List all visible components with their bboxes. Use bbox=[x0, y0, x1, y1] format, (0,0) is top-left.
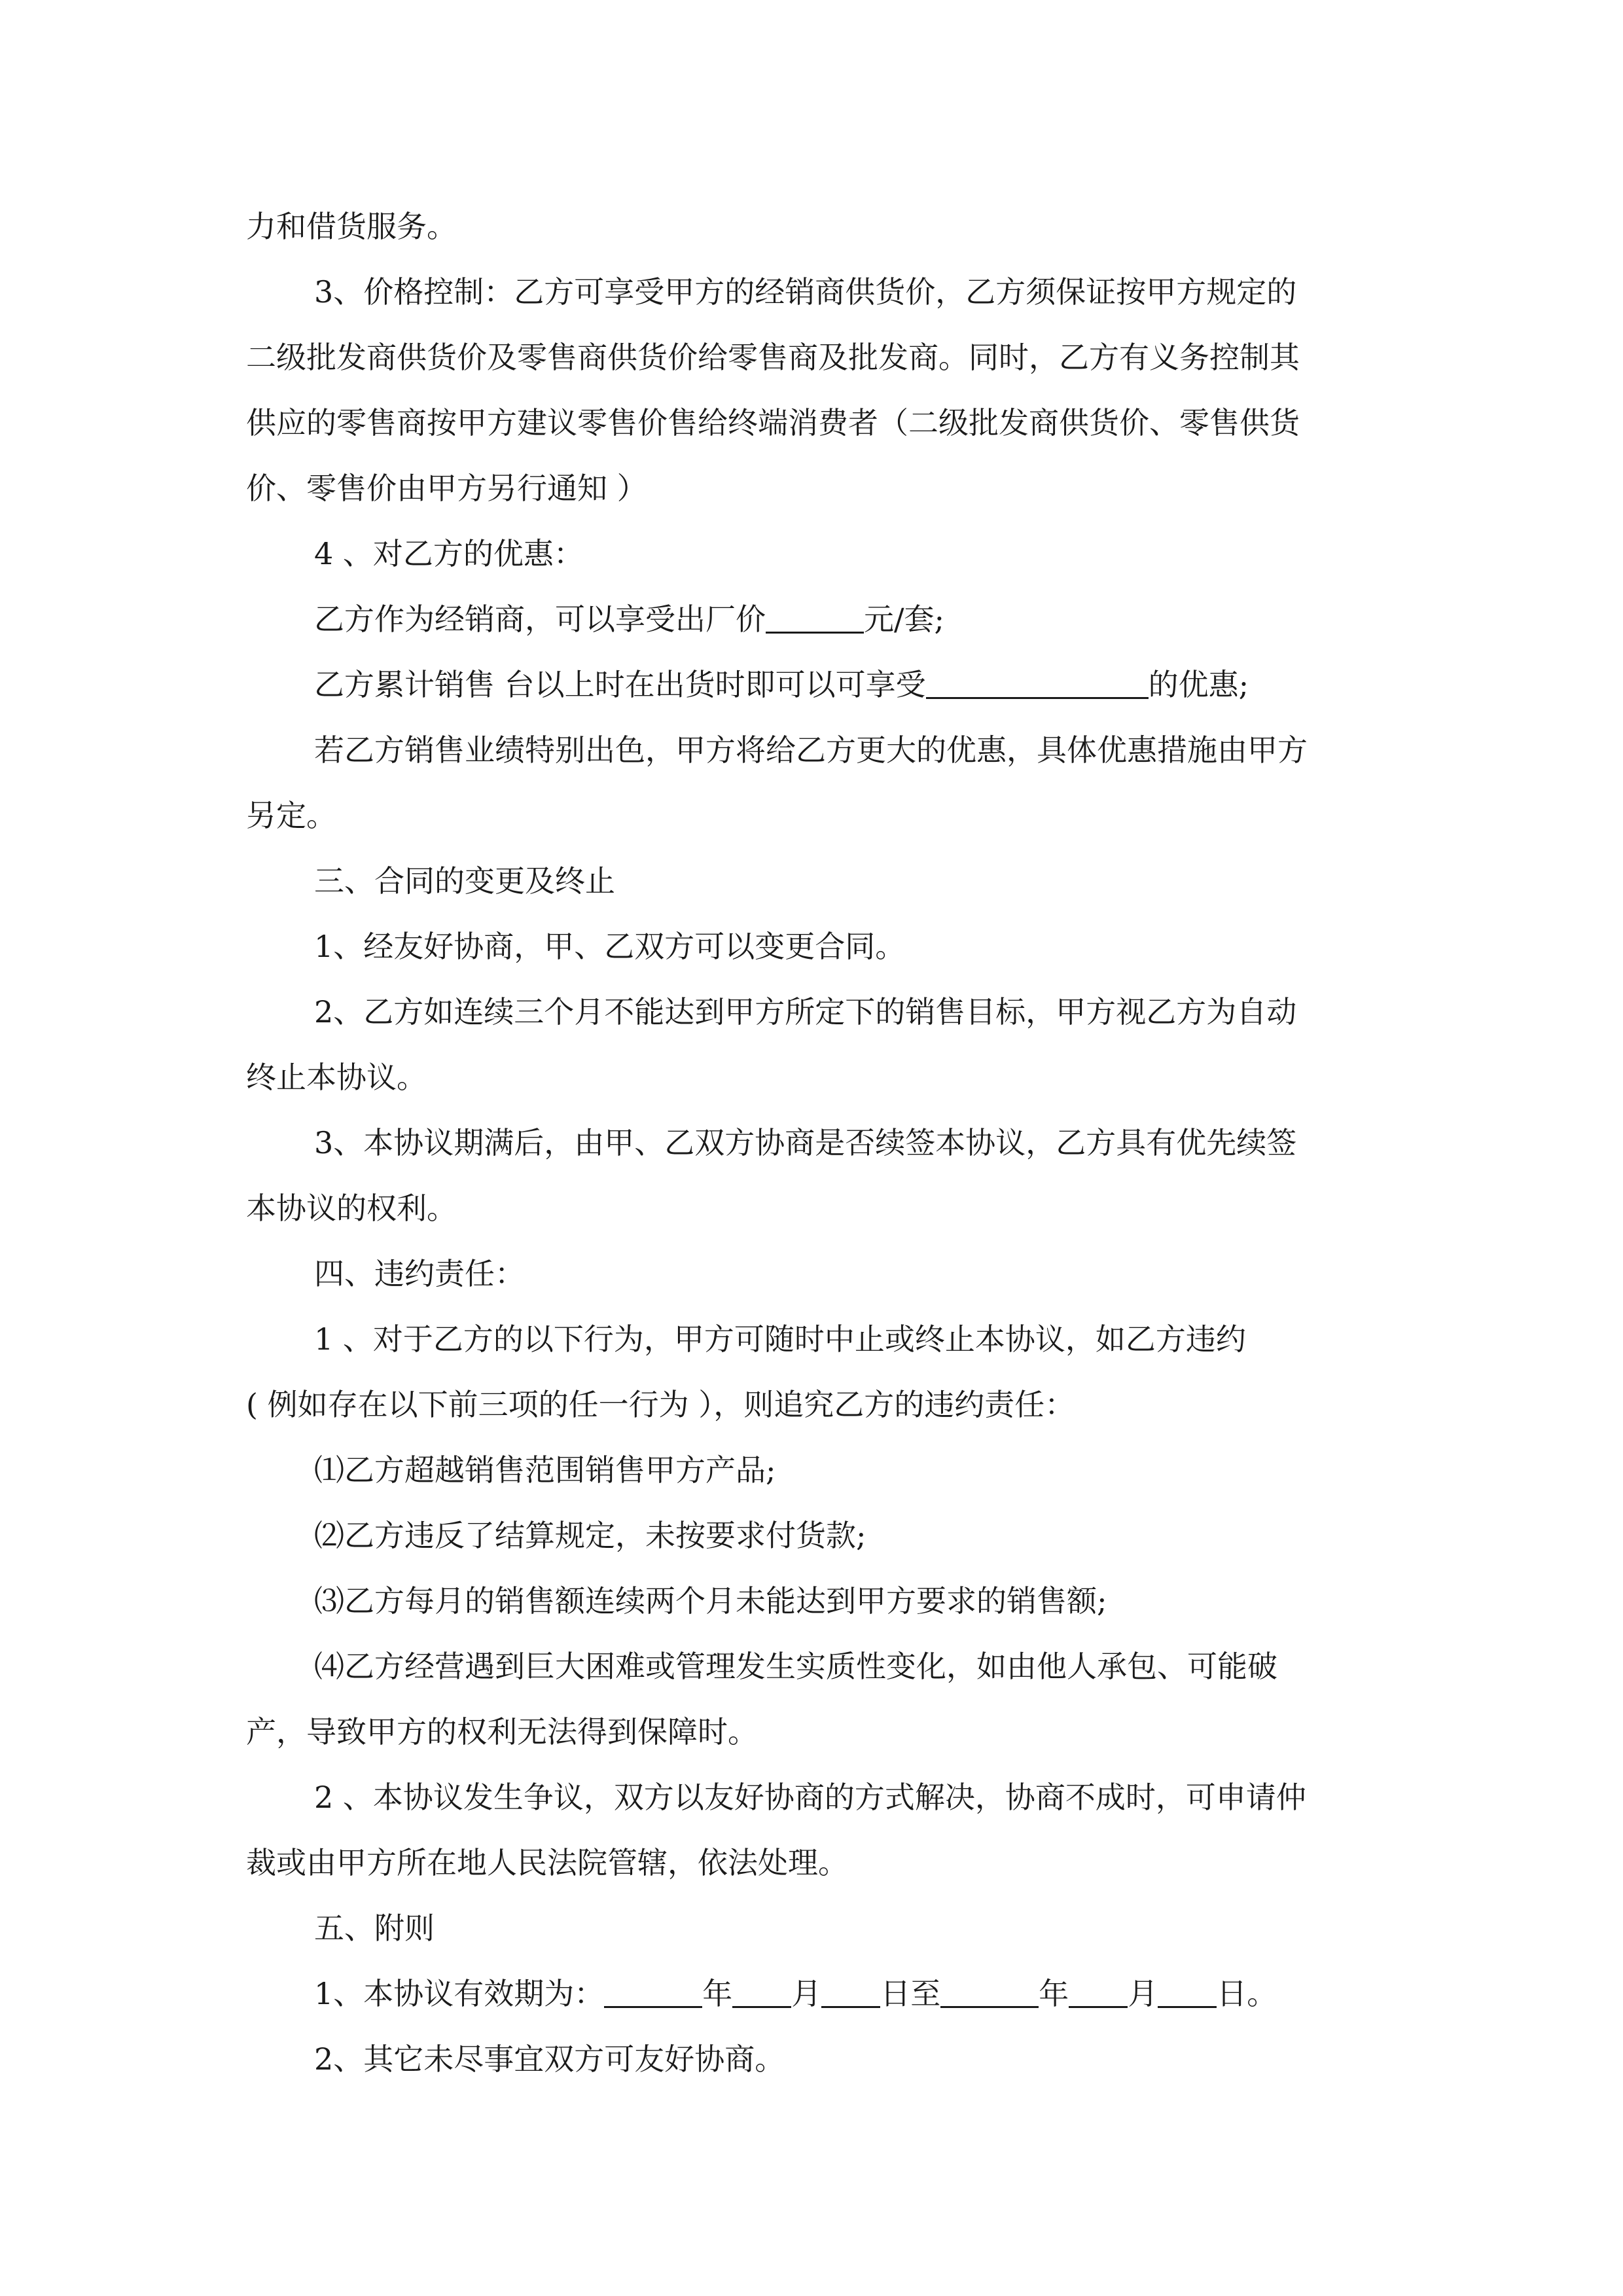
year-blank[interactable] bbox=[940, 1971, 1039, 2008]
month-blank[interactable] bbox=[732, 1971, 791, 2008]
paragraph-line: 2 、本协议发生争议，双方以友好协商的方式解决，协商不成时，可申请仲 bbox=[314, 1780, 1306, 1815]
section-heading: 五、附则 bbox=[314, 1910, 435, 1946]
fill-blank[interactable] bbox=[926, 662, 1149, 699]
paragraph-line: 若乙方销售业绩特别出色，甲方将给乙方更大的优惠，具体优惠措施由甲方 bbox=[314, 732, 1308, 768]
text-segment: 年 bbox=[702, 1976, 733, 2011]
paragraph-line: 产，导致甲方的权利无法得到保障时。 bbox=[246, 1714, 758, 1749]
year-blank[interactable] bbox=[604, 1971, 702, 2008]
paragraph-line: ( 例如存在以下前三项的任一行为 ），则追究乙方的违约责任： bbox=[246, 1387, 1075, 1422]
paragraph-line bbox=[314, 652, 1453, 717]
paragraph-line bbox=[314, 586, 1453, 652]
text-segment: 乙方累计销售 台以上时在出货时即可以可享受 bbox=[314, 667, 926, 702]
text-segment: 的优惠; bbox=[1148, 667, 1249, 702]
paragraph-line: 裁或由甲方所在地人民法院管辖，依法处理。 bbox=[246, 1845, 848, 1880]
day-blank[interactable] bbox=[1158, 1971, 1217, 2008]
text-segment: 乙方作为经销商，可以享受出厂价 bbox=[314, 601, 766, 637]
paragraph-line: 本协议的权利。 bbox=[246, 1191, 457, 1226]
paragraph-line: 3、本协议期满后，由甲、乙双方协商是否续签本协议，乙方具有优先续签 bbox=[314, 1125, 1297, 1160]
list-item: ⑷乙方经营遇到巨大困难或管理发生实质性变化，如由他人承包、可能破 bbox=[314, 1649, 1277, 1684]
paragraph-line: 价、零售价由甲方另行通知 ） bbox=[246, 471, 647, 506]
paragraph-line: 1 、对于乙方的以下行为，甲方可随时中止或终止本协议，如乙方违约 bbox=[314, 1321, 1246, 1357]
paragraph-line: 1、经友好协商，甲、乙双方可以变更合同。 bbox=[314, 929, 906, 964]
text-segment: 月 bbox=[1128, 1976, 1158, 2011]
text-segment: 1、本协议有效期为： bbox=[314, 1976, 605, 2011]
paragraph-line: 2、乙方如连续三个月不能达到甲方所定下的销售目标，甲方视乙方为自动 bbox=[314, 994, 1297, 1030]
list-item: ⑶乙方每月的销售额连续两个月未能达到甲方要求的销售额; bbox=[314, 1583, 1107, 1619]
month-blank[interactable] bbox=[1069, 1971, 1128, 2008]
list-item: ⑵乙方违反了结算规定，未按要求付货款; bbox=[314, 1518, 866, 1553]
list-item: ⑴乙方超越销售范围销售甲方产品; bbox=[314, 1452, 776, 1488]
paragraph-line: 二级批发商供货价及零售商供货价给零售商及批发商。同时，乙方有义务控制其 bbox=[246, 340, 1300, 375]
paragraph-line: 2、其它未尽事宜双方可友好协商。 bbox=[314, 2041, 785, 2077]
paragraph-line: 另定。 bbox=[246, 798, 336, 833]
paragraph-line: 力和借货服务。 bbox=[246, 209, 457, 244]
text-segment: 月 bbox=[791, 1976, 822, 2011]
text-segment: 日至 bbox=[880, 1976, 941, 2011]
paragraph-line: 终止本协议。 bbox=[246, 1060, 427, 1095]
section-heading: 四、违约责任： bbox=[314, 1256, 525, 1291]
paragraph-line: 3、价格控制：乙方可享受甲方的经销商供货价，乙方须保证按甲方规定的 bbox=[314, 274, 1297, 310]
paragraph-line: 4 、对乙方的优惠： bbox=[314, 536, 584, 571]
validity-line bbox=[314, 1961, 1453, 2026]
text-segment: 元/套; bbox=[864, 601, 944, 637]
paragraph-line: 供应的零售商按甲方建议零售价售给终端消费者（二级批发商供货价、零售供货 bbox=[246, 405, 1300, 440]
day-blank[interactable] bbox=[821, 1971, 880, 2008]
text-segment: 年 bbox=[1039, 1976, 1069, 2011]
section-heading: 三、合同的变更及终止 bbox=[314, 863, 615, 899]
fill-blank[interactable] bbox=[766, 596, 864, 634]
text-segment: 日。 bbox=[1217, 1976, 1277, 2011]
